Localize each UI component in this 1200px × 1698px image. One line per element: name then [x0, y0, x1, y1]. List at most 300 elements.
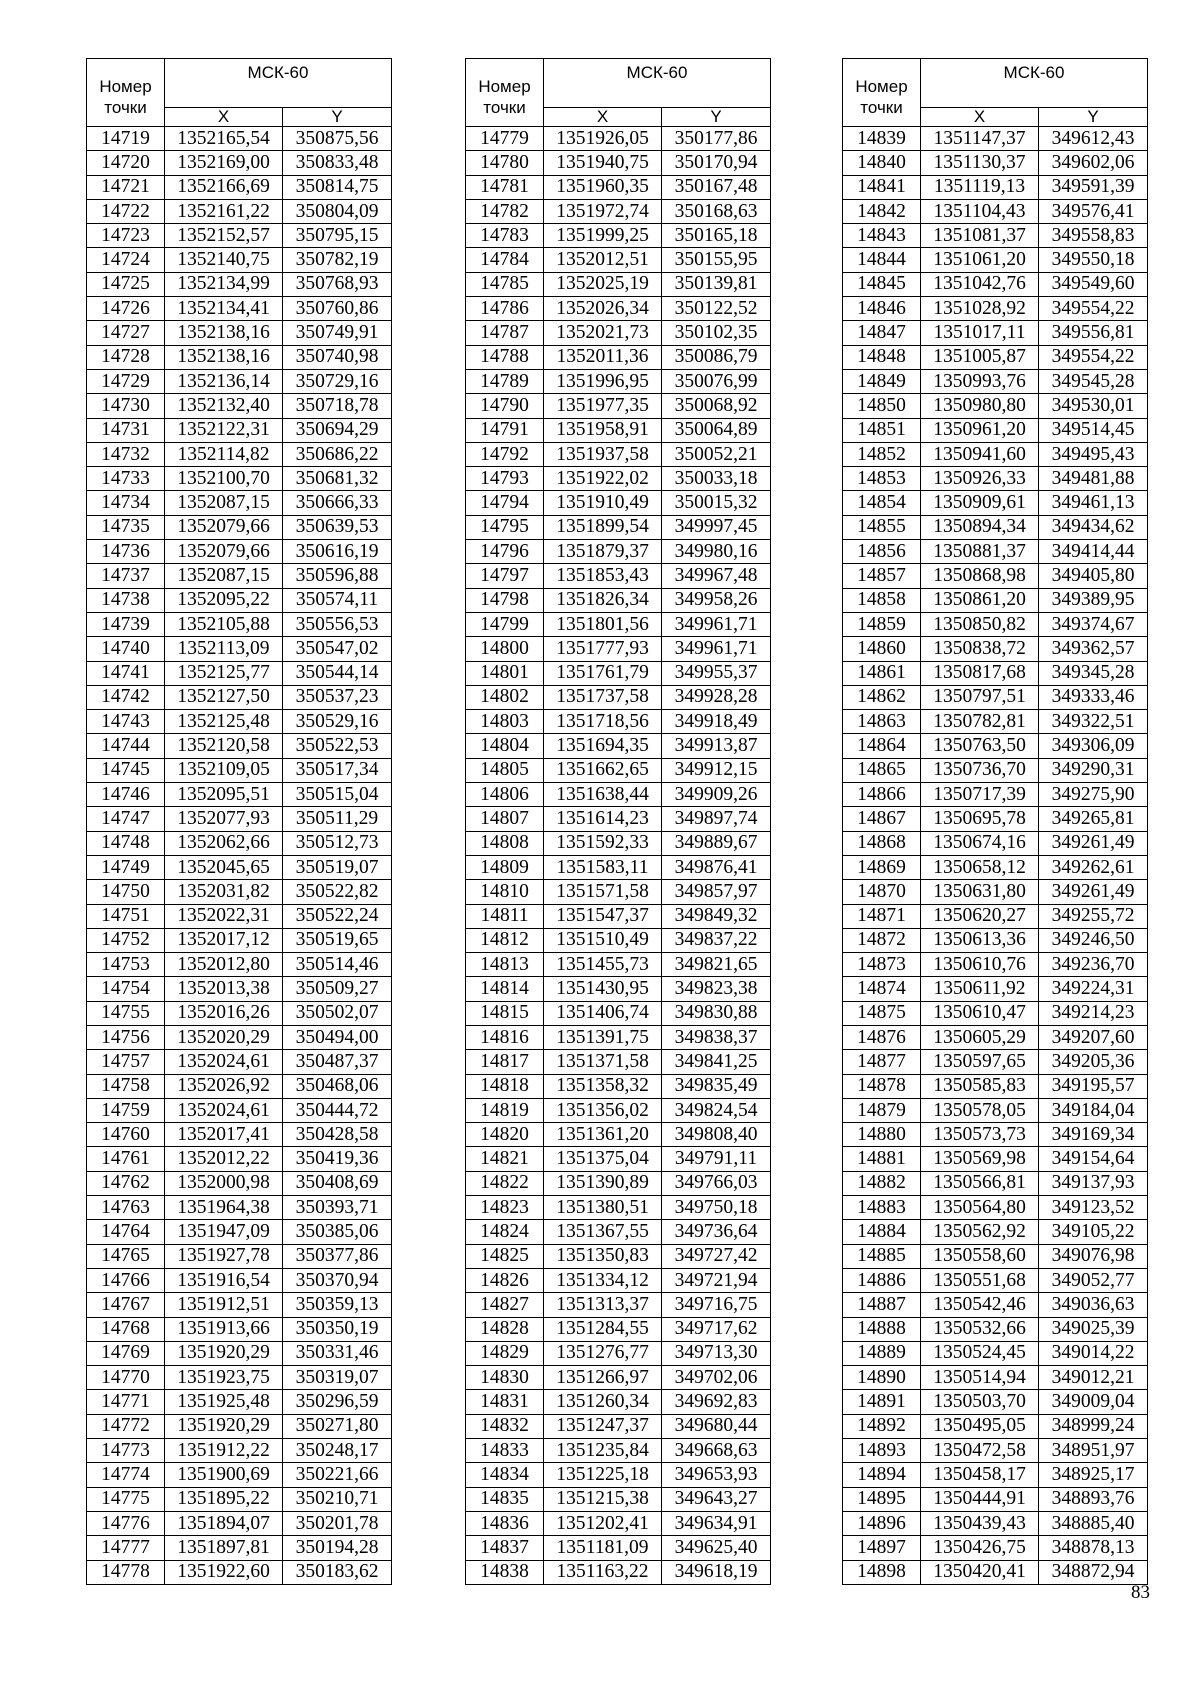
y-coordinate-cell: 350514,46: [283, 953, 392, 977]
point-number-cell: 14761: [87, 1147, 165, 1171]
point-number-cell: 14831: [466, 1390, 544, 1414]
x-coordinate-cell: 1350597,65: [921, 1050, 1039, 1074]
x-coordinate-cell: 1351147,37: [921, 127, 1039, 151]
point-number-cell: 14776: [87, 1511, 165, 1535]
table-row: [843, 1560, 1148, 1584]
table-row: [843, 807, 1148, 831]
x-column-header: X: [165, 108, 283, 127]
table-row: [843, 1487, 1148, 1511]
x-coordinate-cell: 1352169,00: [165, 151, 283, 175]
x-coordinate-cell: 1351042,76: [921, 272, 1039, 296]
x-coordinate-cell: 1351912,51: [165, 1293, 283, 1317]
x-coordinate-cell: 1351375,04: [544, 1147, 662, 1171]
x-coordinate-cell: 1351694,35: [544, 734, 662, 758]
table-row: [87, 1123, 392, 1147]
point-number-cell: 14888: [843, 1317, 921, 1341]
x-coordinate-cell: 1350941,60: [921, 442, 1039, 466]
y-coordinate-cell: 350616,19: [283, 540, 392, 564]
y-coordinate-cell: 349554,22: [1039, 297, 1148, 321]
x-coordinate-cell: 1351897,81: [165, 1536, 283, 1560]
table-row: [87, 564, 392, 588]
table-row: [843, 1293, 1148, 1317]
x-coordinate-cell: 1351737,58: [544, 685, 662, 709]
y-coordinate-cell: 349692,83: [662, 1390, 771, 1414]
x-coordinate-cell: 1350613,36: [921, 928, 1039, 952]
y-coordinate-cell: 349009,04: [1039, 1390, 1148, 1414]
point-number-cell: 14720: [87, 151, 165, 175]
y-coordinate-cell: 350122,52: [662, 297, 771, 321]
table-row: [87, 855, 392, 879]
point-number-cell: 14826: [466, 1268, 544, 1292]
table-row: [843, 953, 1148, 977]
point-number-cell: 14829: [466, 1341, 544, 1365]
y-coordinate-cell: 349766,03: [662, 1171, 771, 1195]
table-row: [466, 564, 771, 588]
y-coordinate-cell: 349618,19: [662, 1560, 771, 1584]
x-coordinate-cell: 1350573,73: [921, 1123, 1039, 1147]
x-coordinate-cell: 1352079,66: [165, 515, 283, 539]
x-coordinate-cell: 1351081,37: [921, 224, 1039, 248]
table-row: [87, 1268, 392, 1292]
point-number-cell: 14749: [87, 855, 165, 879]
y-coordinate-cell: 350694,29: [283, 418, 392, 442]
table-row: [843, 1074, 1148, 1098]
table-row: [843, 540, 1148, 564]
table-row: [843, 1220, 1148, 1244]
x-coordinate-cell: 1351923,75: [165, 1366, 283, 1390]
table-row: [87, 1147, 392, 1171]
y-coordinate-cell: 350468,06: [283, 1074, 392, 1098]
point-number-cell: 14816: [466, 1025, 544, 1049]
x-coordinate-cell: 1351260,34: [544, 1390, 662, 1414]
y-coordinate-cell: 349791,11: [662, 1147, 771, 1171]
point-number-cell: 14880: [843, 1123, 921, 1147]
y-coordinate-cell: 350522,24: [283, 904, 392, 928]
point-number-cell: 14762: [87, 1171, 165, 1195]
y-coordinate-cell: 350529,16: [283, 710, 392, 734]
table-row: [87, 1293, 392, 1317]
point-number-cell: 14889: [843, 1341, 921, 1365]
y-coordinate-cell: 350522,82: [283, 880, 392, 904]
table-row: [87, 127, 392, 151]
x-coordinate-cell: 1351430,95: [544, 977, 662, 1001]
x-coordinate-cell: 1352114,82: [165, 442, 283, 466]
point-number-cell: 14870: [843, 880, 921, 904]
y-coordinate-cell: 349265,81: [1039, 807, 1148, 831]
point-number-cell: 14872: [843, 928, 921, 952]
y-coordinate-cell: 349897,74: [662, 807, 771, 831]
table-row: [87, 953, 392, 977]
table-row: [87, 904, 392, 928]
y-coordinate-cell: 350556,53: [283, 612, 392, 636]
x-coordinate-cell: 1352012,22: [165, 1147, 283, 1171]
y-coordinate-cell: 349602,06: [1039, 151, 1148, 175]
table-row: [466, 637, 771, 661]
x-coordinate-cell: 1350861,20: [921, 588, 1039, 612]
y-coordinate-cell: 349716,75: [662, 1293, 771, 1317]
table-row: [87, 1244, 392, 1268]
y-coordinate-cell: 350509,27: [283, 977, 392, 1001]
x-coordinate-cell: 1352025,19: [544, 272, 662, 296]
point-number-cell: 14862: [843, 685, 921, 709]
table-row: [87, 151, 392, 175]
x-coordinate-cell: 1350926,33: [921, 467, 1039, 491]
point-number-cell: 14795: [466, 515, 544, 539]
y-coordinate-cell: 349405,80: [1039, 564, 1148, 588]
y-coordinate-cell: 350519,65: [283, 928, 392, 952]
x-coordinate-cell: 1351119,13: [921, 175, 1039, 199]
point-number-cell: 14819: [466, 1098, 544, 1122]
point-number-cell: 14822: [466, 1171, 544, 1195]
point-number-cell: 14727: [87, 321, 165, 345]
coordinates-table-2: [465, 58, 771, 1585]
table-row: [843, 612, 1148, 636]
x-coordinate-cell: 1351130,37: [921, 151, 1039, 175]
point-number-cell: 14818: [466, 1074, 544, 1098]
y-coordinate-cell: 350370,94: [283, 1268, 392, 1292]
point-number-cell: 14772: [87, 1414, 165, 1438]
point-number-cell: 14859: [843, 612, 921, 636]
x-coordinate-cell: 1351927,78: [165, 1244, 283, 1268]
y-coordinate-cell: 349717,62: [662, 1317, 771, 1341]
table-row: [466, 1001, 771, 1025]
x-coordinate-cell: 1352077,93: [165, 807, 283, 831]
y-coordinate-cell: 349261,49: [1039, 880, 1148, 904]
y-coordinate-cell: 348925,17: [1039, 1463, 1148, 1487]
x-coordinate-cell: 1350782,81: [921, 710, 1039, 734]
point-number-cell: 14875: [843, 1001, 921, 1025]
point-number-cell: 14746: [87, 783, 165, 807]
x-coordinate-cell: 1352138,16: [165, 345, 283, 369]
y-coordinate-cell: 350666,33: [283, 491, 392, 515]
x-coordinate-cell: 1352109,05: [165, 758, 283, 782]
y-coordinate-cell: 349841,25: [662, 1050, 771, 1074]
x-coordinate-cell: 1352125,48: [165, 710, 283, 734]
table-row: [466, 199, 771, 223]
table-row: [87, 1341, 392, 1365]
x-coordinate-cell: 1350558,60: [921, 1244, 1039, 1268]
y-coordinate-cell: 349997,45: [662, 515, 771, 539]
point-number-cell: 14843: [843, 224, 921, 248]
table-row: [87, 515, 392, 539]
table-row: [466, 1317, 771, 1341]
point-number-header: Номер точки: [87, 59, 165, 127]
table-row: [87, 685, 392, 709]
point-number-cell: 14760: [87, 1123, 165, 1147]
table-row: [843, 442, 1148, 466]
table-row: [843, 199, 1148, 223]
point-number-cell: 14877: [843, 1050, 921, 1074]
y-coordinate-cell: 349545,28: [1039, 369, 1148, 393]
table-row: [466, 1050, 771, 1074]
point-number-cell: 14861: [843, 661, 921, 685]
y-coordinate-cell: 350718,78: [283, 394, 392, 418]
y-coordinate-cell: 350512,73: [283, 831, 392, 855]
point-number-cell: 14882: [843, 1171, 921, 1195]
x-coordinate-cell: 1351266,97: [544, 1366, 662, 1390]
y-coordinate-cell: 350537,23: [283, 685, 392, 709]
point-number-cell: 14890: [843, 1366, 921, 1390]
y-coordinate-cell: 349025,39: [1039, 1317, 1148, 1341]
table-row: [466, 1098, 771, 1122]
y-coordinate-cell: 350377,86: [283, 1244, 392, 1268]
y-coordinate-cell: 348893,76: [1039, 1487, 1148, 1511]
y-coordinate-cell: 350086,79: [662, 345, 771, 369]
x-coordinate-cell: 1352045,65: [165, 855, 283, 879]
point-number-cell: 14802: [466, 685, 544, 709]
x-coordinate-cell: 1351926,05: [544, 127, 662, 151]
point-number-cell: 14737: [87, 564, 165, 588]
x-coordinate-cell: 1351455,73: [544, 953, 662, 977]
point-number-cell: 14764: [87, 1220, 165, 1244]
x-coordinate-cell: 1350717,39: [921, 783, 1039, 807]
table-row: [466, 175, 771, 199]
y-coordinate-cell: 349207,60: [1039, 1025, 1148, 1049]
table-row: [466, 515, 771, 539]
point-number-cell: 14735: [87, 515, 165, 539]
y-coordinate-cell: 350444,72: [283, 1098, 392, 1122]
y-coordinate-cell: 349014,22: [1039, 1341, 1148, 1365]
table-row: [843, 175, 1148, 199]
y-coordinate-cell: 349184,04: [1039, 1098, 1148, 1122]
x-coordinate-cell: 1351547,37: [544, 904, 662, 928]
x-coordinate-cell: 1352020,29: [165, 1025, 283, 1049]
point-number-cell: 14779: [466, 127, 544, 151]
table-row: [87, 1098, 392, 1122]
table-row: [87, 442, 392, 466]
point-number-cell: 14847: [843, 321, 921, 345]
point-number-cell: 14857: [843, 564, 921, 588]
y-coordinate-cell: 349821,65: [662, 953, 771, 977]
table-row: [466, 855, 771, 879]
x-coordinate-cell: 1352000,98: [165, 1171, 283, 1195]
point-number-cell: 14784: [466, 248, 544, 272]
table-row: [466, 1196, 771, 1220]
point-number-cell: 14752: [87, 928, 165, 952]
point-number-cell: 14871: [843, 904, 921, 928]
y-coordinate-cell: 349808,40: [662, 1123, 771, 1147]
table-row: [466, 442, 771, 466]
point-number-cell: 14775: [87, 1487, 165, 1511]
x-coordinate-cell: 1351313,37: [544, 1293, 662, 1317]
point-number-cell: 14738: [87, 588, 165, 612]
table-row: [466, 880, 771, 904]
x-coordinate-cell: 1351028,92: [921, 297, 1039, 321]
y-coordinate-cell: 349549,60: [1039, 272, 1148, 296]
table-row: [843, 710, 1148, 734]
x-column-header: X: [544, 108, 662, 127]
point-number-cell: 14770: [87, 1366, 165, 1390]
table-row: [87, 345, 392, 369]
x-coordinate-cell: 1352021,73: [544, 321, 662, 345]
table-row: [466, 710, 771, 734]
point-number-cell: 14864: [843, 734, 921, 758]
y-coordinate-cell: 349123,52: [1039, 1196, 1148, 1220]
table-row: [87, 394, 392, 418]
x-coordinate-cell: 1351356,02: [544, 1098, 662, 1122]
x-coordinate-cell: 1351922,02: [544, 467, 662, 491]
point-number-cell: 14874: [843, 977, 921, 1001]
point-number-cell: 14754: [87, 977, 165, 1001]
y-coordinate-cell: 349591,39: [1039, 175, 1148, 199]
y-coordinate-cell: 349374,67: [1039, 612, 1148, 636]
table-row: [843, 661, 1148, 685]
point-number-cell: 14830: [466, 1366, 544, 1390]
table-row: [87, 637, 392, 661]
point-number-cell: 14736: [87, 540, 165, 564]
y-coordinate-cell: 350502,07: [283, 1001, 392, 1025]
y-coordinate-cell: 349750,18: [662, 1196, 771, 1220]
x-coordinate-cell: 1352024,61: [165, 1098, 283, 1122]
x-coordinate-cell: 1351061,20: [921, 248, 1039, 272]
point-number-cell: 14897: [843, 1536, 921, 1560]
y-coordinate-cell: 349434,62: [1039, 515, 1148, 539]
y-coordinate-cell: 349721,94: [662, 1268, 771, 1292]
x-coordinate-cell: 1351592,33: [544, 831, 662, 855]
x-coordinate-cell: 1351940,75: [544, 151, 662, 175]
y-coordinate-cell: 348885,40: [1039, 1511, 1148, 1535]
table-row: [843, 1317, 1148, 1341]
table-row: [466, 297, 771, 321]
x-coordinate-cell: 1351284,55: [544, 1317, 662, 1341]
x-coordinate-cell: 1351977,35: [544, 394, 662, 418]
x-coordinate-cell: 1351276,77: [544, 1341, 662, 1365]
point-number-cell: 14765: [87, 1244, 165, 1268]
x-coordinate-cell: 1351571,58: [544, 880, 662, 904]
y-coordinate-cell: 350740,98: [283, 345, 392, 369]
point-number-cell: 14801: [466, 661, 544, 685]
point-number-cell: 14805: [466, 758, 544, 782]
x-coordinate-cell: 1352138,16: [165, 321, 283, 345]
x-coordinate-cell: 1350458,17: [921, 1463, 1039, 1487]
y-coordinate-cell: 350296,59: [283, 1390, 392, 1414]
y-coordinate-cell: 349495,43: [1039, 442, 1148, 466]
table-row: [843, 1536, 1148, 1560]
x-coordinate-cell: 1351826,34: [544, 588, 662, 612]
y-coordinate-cell: 349554,22: [1039, 345, 1148, 369]
y-coordinate-cell: 349612,43: [1039, 127, 1148, 151]
y-coordinate-cell: 350068,92: [662, 394, 771, 418]
y-coordinate-cell: 349556,81: [1039, 321, 1148, 345]
table-row: [843, 1123, 1148, 1147]
y-coordinate-cell: 349838,37: [662, 1025, 771, 1049]
y-coordinate-cell: 350102,35: [662, 321, 771, 345]
x-coordinate-cell: 1350495,05: [921, 1414, 1039, 1438]
y-coordinate-cell: 349668,63: [662, 1439, 771, 1463]
x-coordinate-cell: 1350611,92: [921, 977, 1039, 1001]
x-coordinate-cell: 1352031,82: [165, 880, 283, 904]
y-coordinate-cell: 349461,13: [1039, 491, 1148, 515]
table-row: [87, 199, 392, 223]
point-number-cell: 14873: [843, 953, 921, 977]
table-row: [87, 1366, 392, 1390]
table-row: [466, 1439, 771, 1463]
x-coordinate-cell: 1352013,38: [165, 977, 283, 1001]
x-coordinate-cell: 1351235,84: [544, 1439, 662, 1463]
x-coordinate-cell: 1351895,22: [165, 1487, 283, 1511]
table-row: [466, 1414, 771, 1438]
table-row: [466, 1123, 771, 1147]
x-coordinate-cell: 1350566,81: [921, 1171, 1039, 1195]
y-coordinate-cell: 349550,18: [1039, 248, 1148, 272]
table-row: [466, 977, 771, 1001]
point-number-cell: 14863: [843, 710, 921, 734]
point-number-cell: 14844: [843, 248, 921, 272]
table-row: [466, 1341, 771, 1365]
point-number-cell: 14850: [843, 394, 921, 418]
y-coordinate-cell: 350015,32: [662, 491, 771, 515]
table-row: [87, 369, 392, 393]
point-number-cell: 14878: [843, 1074, 921, 1098]
x-coordinate-cell: 1350797,51: [921, 685, 1039, 709]
point-number-cell: 14856: [843, 540, 921, 564]
y-coordinate-cell: 349634,91: [662, 1511, 771, 1535]
y-coordinate-cell: 349913,87: [662, 734, 771, 758]
x-coordinate-cell: 1352095,51: [165, 783, 283, 807]
table-row: [466, 345, 771, 369]
point-number-cell: 14734: [87, 491, 165, 515]
table-row: [466, 1244, 771, 1268]
x-coordinate-cell: 1351777,93: [544, 637, 662, 661]
point-number-cell: 14719: [87, 127, 165, 151]
x-coordinate-cell: 1351361,20: [544, 1123, 662, 1147]
y-coordinate-cell: 349909,26: [662, 783, 771, 807]
x-coordinate-cell: 1352120,58: [165, 734, 283, 758]
table-row: [87, 1220, 392, 1244]
x-coordinate-cell: 1352079,66: [165, 540, 283, 564]
x-coordinate-cell: 1351718,56: [544, 710, 662, 734]
y-coordinate-cell: 350494,00: [283, 1025, 392, 1049]
table-row: [87, 612, 392, 636]
point-number-cell: 14757: [87, 1050, 165, 1074]
y-coordinate-cell: 349857,97: [662, 880, 771, 904]
x-coordinate-cell: 1351972,74: [544, 199, 662, 223]
coordinates-table-1: [86, 58, 392, 1585]
point-number-cell: 14893: [843, 1439, 921, 1463]
y-coordinate-cell: 350795,15: [283, 224, 392, 248]
point-number-cell: 14854: [843, 491, 921, 515]
point-number-cell: 14824: [466, 1220, 544, 1244]
y-coordinate-cell: 349052,77: [1039, 1268, 1148, 1292]
y-coordinate-cell: 349076,98: [1039, 1244, 1148, 1268]
x-coordinate-cell: 1351005,87: [921, 345, 1039, 369]
table-row: [87, 272, 392, 296]
y-coordinate-cell: 350408,69: [283, 1171, 392, 1195]
table-row: [843, 1341, 1148, 1365]
table-row: [843, 1511, 1148, 1535]
x-coordinate-cell: 1351960,35: [544, 175, 662, 199]
y-coordinate-cell: 350782,19: [283, 248, 392, 272]
x-coordinate-cell: 1351202,41: [544, 1511, 662, 1535]
y-coordinate-cell: 349224,31: [1039, 977, 1148, 1001]
x-coordinate-cell: 1350658,12: [921, 855, 1039, 879]
x-coordinate-cell: 1352152,57: [165, 224, 283, 248]
point-number-cell: 14823: [466, 1196, 544, 1220]
y-column-header: Y: [283, 108, 392, 127]
x-coordinate-cell: 1350993,76: [921, 369, 1039, 393]
point-number-cell: 14793: [466, 467, 544, 491]
y-coordinate-cell: 350574,11: [283, 588, 392, 612]
point-number-cell: 14751: [87, 904, 165, 928]
point-number-cell: 14725: [87, 272, 165, 296]
x-coordinate-cell: 1350695,78: [921, 807, 1039, 831]
point-number-cell: 14808: [466, 831, 544, 855]
y-coordinate-cell: 350522,53: [283, 734, 392, 758]
x-coordinate-cell: 1350562,92: [921, 1220, 1039, 1244]
point-number-cell: 14759: [87, 1098, 165, 1122]
table-row: [466, 1463, 771, 1487]
y-coordinate-cell: 349967,48: [662, 564, 771, 588]
